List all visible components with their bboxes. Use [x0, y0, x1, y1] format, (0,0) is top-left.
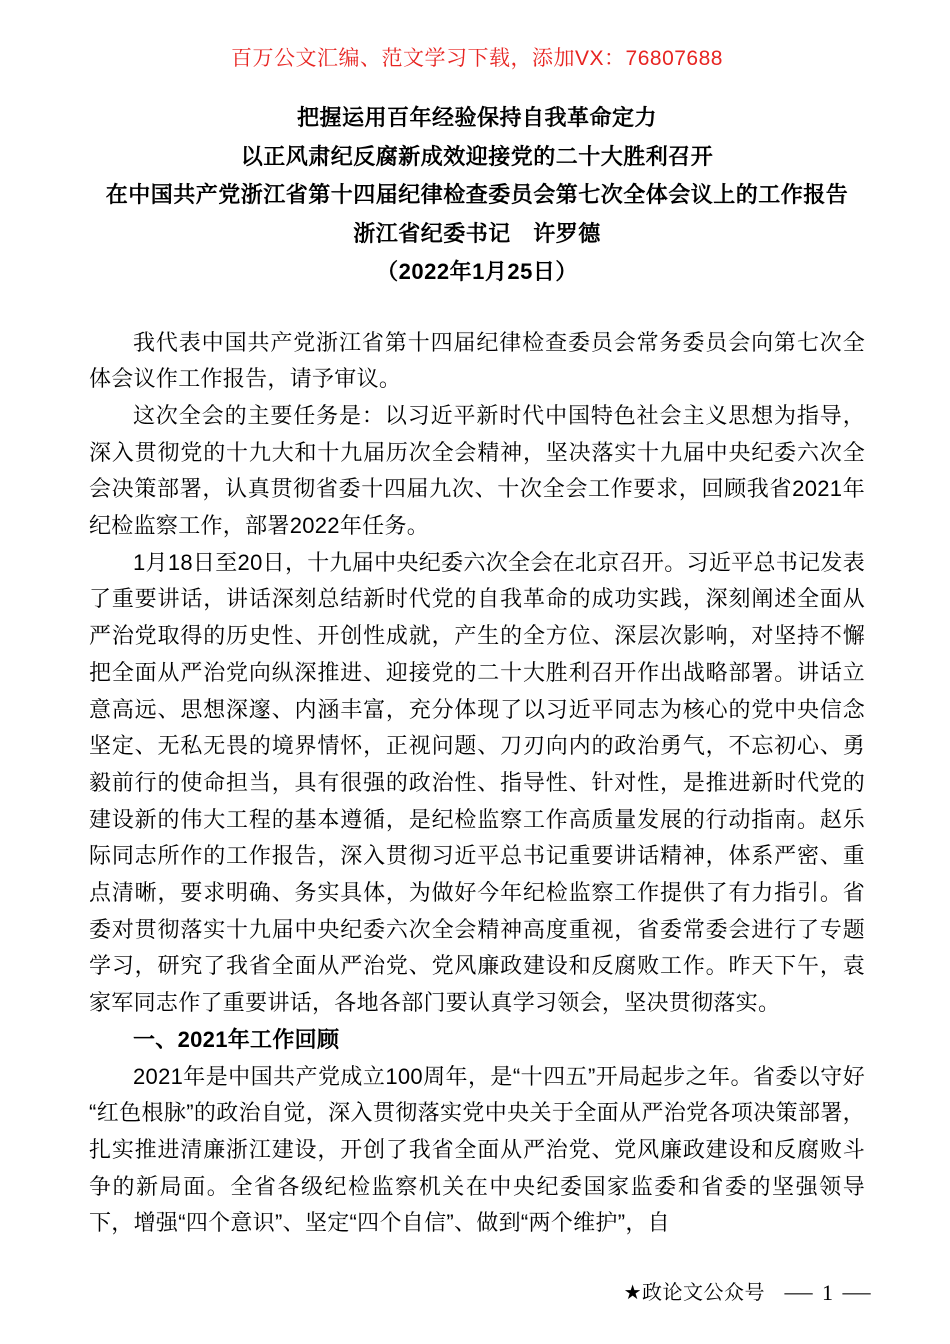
- paragraph-plenary: 1月18日至20日，十九届中央纪委六次全会在北京召开。习近平总书记发表了重要讲话，讲话深刻总结新时代党的自我革命的成功实践，深刻阐述全面从严治党取得的历史性、开创性成就，产生的全方位、深层次影响，对坚持不懈把全面从严治党向纵深推进、迎接党的二十大胜利召开作出战略部署。讲话立意高远、思想深邃、内涵丰富，充分体现了以习近平同志为核心的党中央信念坚定、无私无畏的境界情怀，正视问题、刀刃向内的政治勇气，不忘初心、勇毅前行的使命担当，具有很强的政治性、指导性、针对性，是推进新时代党的建设新的伟大工程的基本遵循，是纪检监察工作高质量发展的行动指南。赵乐际同志所作的工作报告，深入贯彻习近平总书记重要讲话精神，体系严密、重点清晰，要求明确、务实具体，为做好今年纪检监察工作提供了有力指引。省委对贯彻落实十九届中央纪委六次全会精神高度重视，省委常委会进行了专题学习，研究了我省全面从严治党、党风廉政建设和反腐败工作。昨天下午，袁家军同志作了重要讲话，各地各部门要认真学习领会，坚决贯彻落实。: [89, 549, 865, 1016]
- star-icon: ★: [623, 1282, 642, 1304]
- section-heading: 一、2021年工作回顾: [133, 1026, 340, 1052]
- footer-brand-group: [624, 1280, 765, 1306]
- page-number-dash-left: —: [784, 1281, 813, 1304]
- paragraph-tasks: 这次全会的主要任务是：以习近平新时代中国特色社会主义思想为指导，深入贯彻党的十九大和十九届历次全会精神，坚决落实十九届中央纪委六次全会决策部署，认真贯彻省委十四届九次、十次全会工作要求，回顾我省2021年纪检监察工作，部署2022年任务。: [89, 402, 865, 539]
- page-number-dash-right: —: [842, 1281, 871, 1304]
- paragraph-review: 2021年是中国共产党成立100周年，是“十四五”开局起步之年。省委以守好“红色根脉”的政治自觉，深入贯彻落实党中央关于全面从严治党各项决策部署，扎实推进清廉浙江建设，开创了我省全面从严治党、党风廉政建设和反腐败斗争的新局面。全省各级纪检监察机关在中央纪委国家监委和省委的坚强领导下，增强“四个意识”、坚定“四个自信”、做到“两个维护”，自: [89, 1063, 865, 1236]
- page-footer: [624, 1280, 876, 1306]
- paragraph-intro: 我代表中国共产党浙江省第十四届纪律检查委员会常务委员会向第七次全体会议作工作报告，请予审议。: [89, 329, 865, 392]
- page-content: [89, 0, 865, 1242]
- document-title-line-3: 在中国共产党浙江省第十四届纪律检查委员会第七次全体会议上的工作报告: [105, 182, 849, 207]
- footer-brand: 政论文公众号: [642, 1282, 765, 1304]
- watermark-notice: 百万公文汇编、范文学习下载，添加VX：76807688: [231, 47, 723, 70]
- page-number: 1: [822, 1280, 833, 1305]
- author-line: 浙江省纪委书记 许罗德: [353, 220, 601, 246]
- date-line: （2022年1月25日）: [376, 259, 578, 284]
- title-block: [89, 99, 865, 292]
- document-title-line-1: 把握运用百年经验保持自我革命定力: [296, 105, 657, 130]
- document-body: [89, 325, 865, 1243]
- document-title-line-2: 以正风肃纪反腐新成效迎接党的二十大胜利召开: [240, 143, 714, 169]
